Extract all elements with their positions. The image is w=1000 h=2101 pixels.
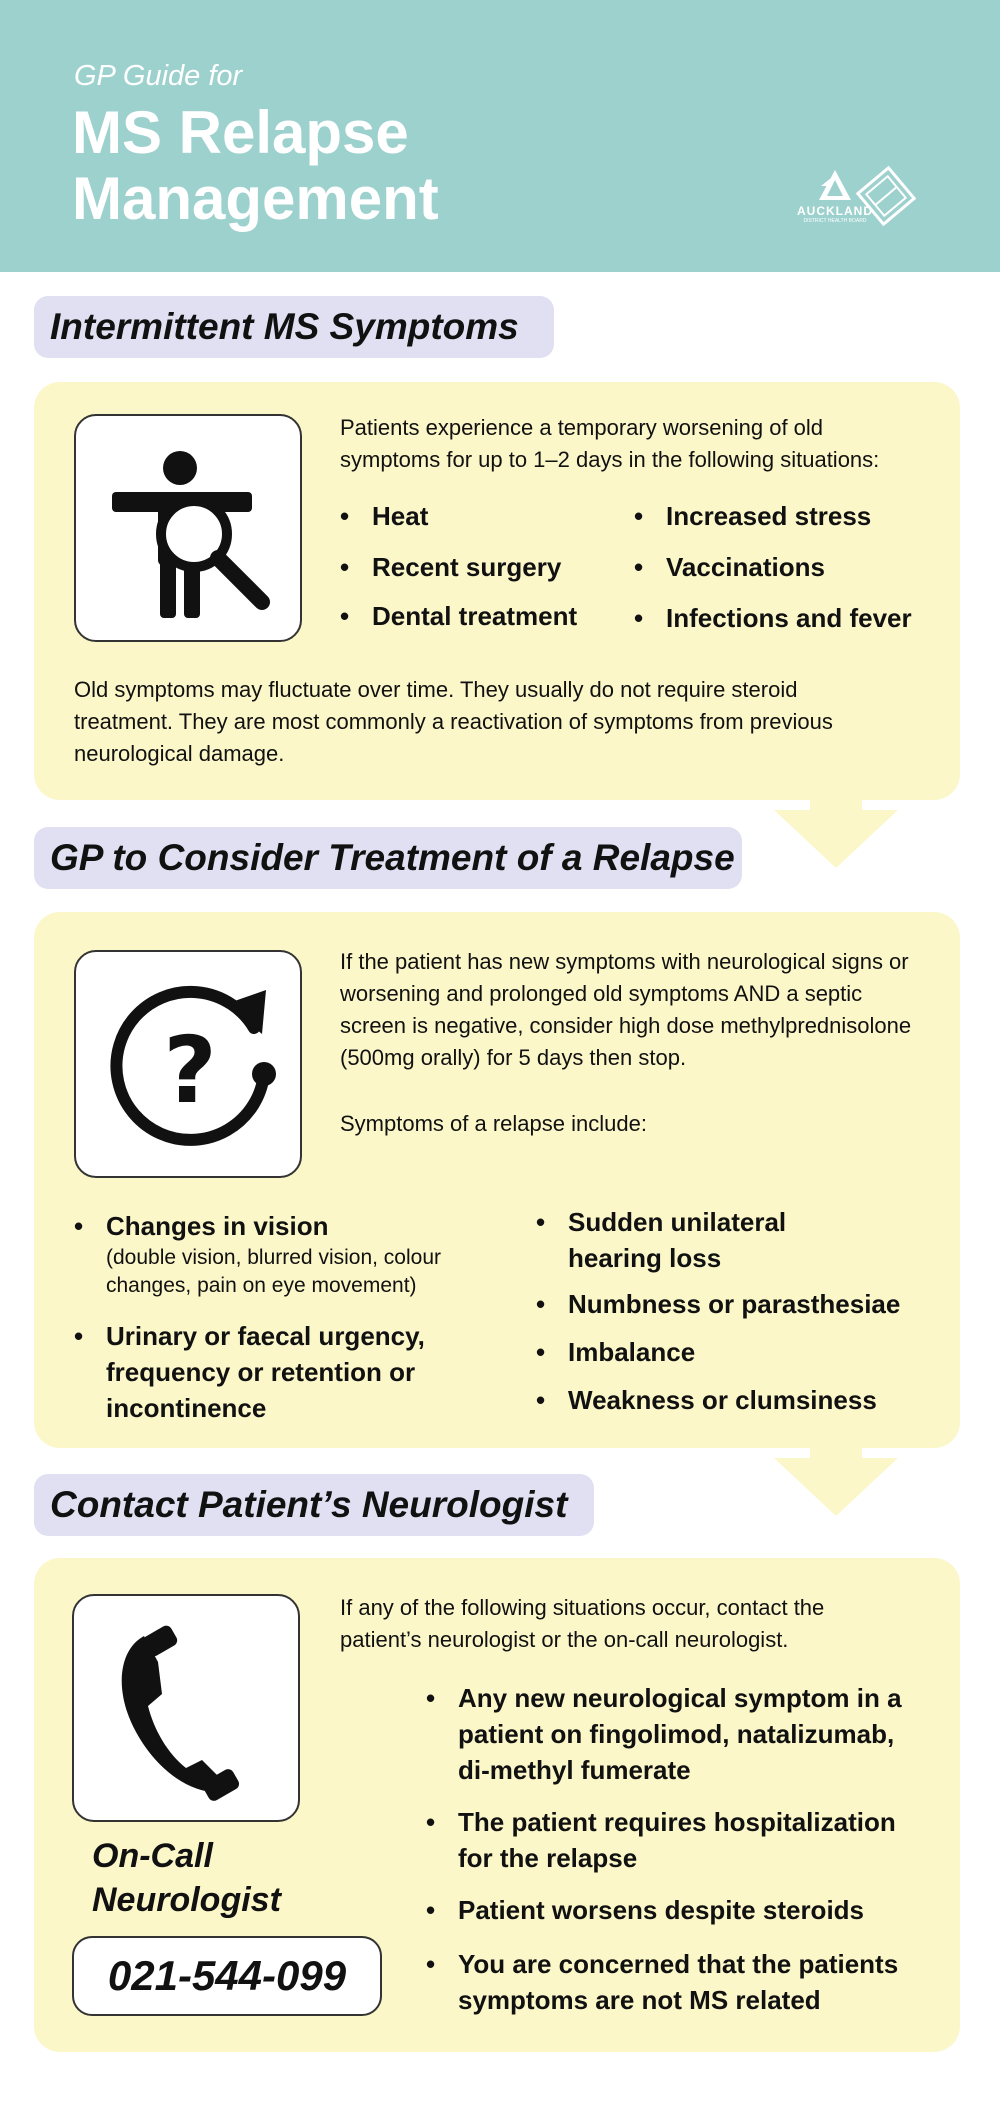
section1-icon-box bbox=[74, 414, 302, 642]
section3-title: Contact Patient’s Neurologist bbox=[34, 1474, 594, 1536]
adhb-logo-subtext: DISTRICT HEALTH BOARD bbox=[803, 218, 867, 224]
section3-intro: If any of the following situations occur, contact the patient’s neurologist or the on-call neurologist. bbox=[340, 1595, 825, 1652]
section2-bullet-vision bbox=[74, 1208, 504, 1300]
section2-bullet-right-4: • Weakness or clumsiness bbox=[536, 1382, 916, 1418]
question-cycle-icon bbox=[76, 952, 304, 1180]
guide-title-line1: MS Relapse bbox=[72, 99, 409, 166]
section1-down-arrow bbox=[774, 810, 898, 868]
adhb-logo-icon bbox=[815, 168, 855, 202]
section1-footer-note: Old symptoms may fluctuate over time. They usually do not require steroid treatment. They are most commonly a reactivation of symptoms from previous neurological damage. bbox=[74, 677, 833, 766]
section1-bullet-right-1: • Increased stress bbox=[634, 498, 934, 534]
section3-bullet-4: • You are concerned that the patients symptoms are not MS related bbox=[426, 1946, 926, 2018]
section2-bullet-vision-detail: (double vision, blurred vision, colour changes, pain on eye movement) bbox=[106, 1246, 442, 1297]
phone-icon bbox=[74, 1596, 302, 1824]
header-banner bbox=[0, 0, 1000, 272]
section2-icon-box bbox=[74, 950, 302, 1178]
section2-bullet-right-2: • Numbness or parasthesiae bbox=[536, 1286, 916, 1322]
section3-bullet-3: • Patient worsens despite steroids bbox=[426, 1892, 926, 1928]
partner-logo-icon bbox=[852, 162, 920, 230]
section2-bullet-right-3: • Imbalance bbox=[536, 1334, 916, 1370]
section2-intro: If the patient has new symptoms with neurological signs or worsening and prolonged old symptoms AND a septic screen is negative, consider high dose methylprednisolone (500mg orally) for 5 days then stop. bbox=[340, 949, 912, 1070]
section2-list-intro: Symptoms of a relapse include: bbox=[340, 1111, 647, 1136]
section1-title: Intermittent MS Symptoms bbox=[34, 296, 554, 358]
section2-title: GP to Consider Treatment of a Relapse bbox=[34, 827, 742, 889]
guide-title-line2: Management bbox=[72, 165, 439, 232]
oncall-neurologist-label: On-Call Neurologist bbox=[92, 1837, 281, 1919]
adhb-logo-text: AUCKLAND bbox=[797, 204, 873, 218]
person-magnifier-icon bbox=[76, 416, 304, 644]
section1-bullet-left-1: • Heat bbox=[340, 498, 620, 534]
section3-bullet-1: • Any new neurological symptom in a patient on fingolimod, natalizumab, di-methyl fumerate bbox=[426, 1680, 926, 1788]
section2-bullet-right-1: • Sudden unilateral hearing loss bbox=[536, 1204, 876, 1276]
section2-bullet-vision-label: Changes in vision bbox=[106, 1211, 329, 1241]
section1-intro: Patients experience a temporary worsening of old symptoms for up to 1–2 days in the following situations: bbox=[340, 415, 880, 472]
section1-bullet-left-2: • Recent surgery bbox=[340, 549, 620, 585]
guide-pre-title: GP Guide for bbox=[74, 60, 243, 92]
section1-bullet-left-3: • Dental treatment bbox=[340, 598, 620, 634]
svg-text:?: ? bbox=[163, 1017, 217, 1124]
section3-bullet-2: • The patient requires hospitalization for the relapse bbox=[426, 1804, 926, 1876]
section2-bullet-urinary: • Urinary or faecal urgency, frequency or retention or incontinence bbox=[74, 1318, 474, 1426]
section1-bullet-right-2: • Vaccinations bbox=[634, 549, 934, 585]
oncall-phone-number[interactable]: 021-544-099 bbox=[72, 1936, 382, 2016]
section1-bullet-right-3: • Infections and fever bbox=[634, 600, 934, 636]
section3-icon-box bbox=[72, 1594, 300, 1822]
guide-title bbox=[72, 100, 439, 232]
section2-down-arrow bbox=[774, 1458, 898, 1516]
